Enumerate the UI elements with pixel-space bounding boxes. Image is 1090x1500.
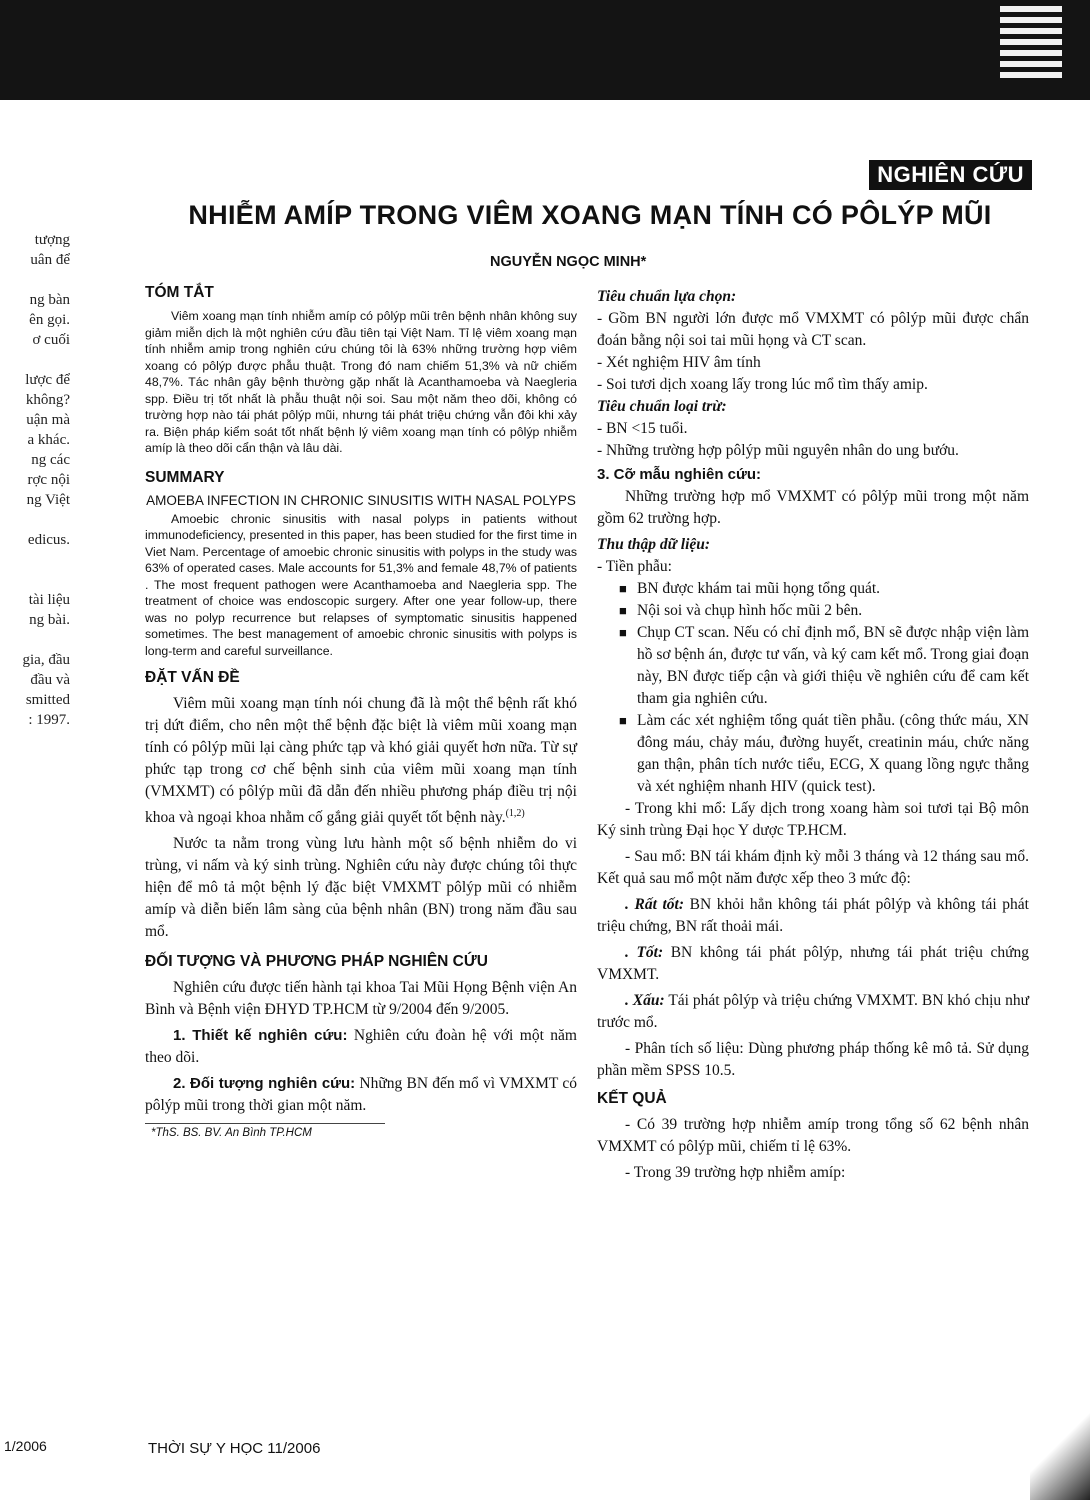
- top-scan-bar: [0, 0, 1090, 100]
- previous-page-line: uận mà: [26, 412, 70, 428]
- previous-page-line: rợc nội: [27, 472, 70, 488]
- previous-page-line: ng bàn: [29, 292, 70, 308]
- exclusion-criteria-heading: Tiêu chuẩn loại trừ:: [597, 398, 727, 415]
- previous-page-line: ên gọi.: [29, 312, 70, 328]
- design-paragraph: 1. Thiết kế nghiên cứu: Nghiên cứu đoàn hệ với một năm theo dõi.: [145, 1027, 577, 1067]
- previous-page-line: ơ cuối: [32, 332, 70, 348]
- preop-list: [597, 578, 1029, 798]
- previous-page-line: ng bài.: [29, 612, 70, 628]
- article-author: NGUYỄN NGỌC MINH*: [490, 254, 647, 270]
- inclusion-item-3: - Soi tươi dịch xoang lấy trong lúc mổ tìm thấy amip.: [597, 376, 928, 393]
- previous-page-line: gia, đầu: [22, 652, 70, 668]
- datvande-paragraph-1: Viêm mũi xoang mạn tính nói chung đã là một thể bệnh rất khó trị dứt điểm, cho nên một thể bệnh đặc biệt là viêm mũi xoang mạn tính có pôlýp mũi lại càng phức tạp và khó giải quyết hơn nữa. Từ sự phức tạp trong cơ chế bệnh sinh của viêm mũi xoang mạn tính (VMXMT) có pôlýp mũi đã dẫn đến nhiều phương pháp điều trị nội khoa và ngoại khoa nhằm cố gắng giải quyết tốt bệnh này.$^{(1,2)}$: [145, 695, 577, 827]
- journal-footer: THỜI SỰ Y HỌC 11/2006: [148, 1440, 321, 1457]
- datvande-heading: ĐẶT VẤN ĐỀ: [145, 669, 240, 686]
- previous-page-line: [0, 350, 70, 370]
- previous-page-line: [0, 510, 70, 530]
- sample-size-text: Những trường hợp mổ VMXMT có pôlýp mũi trong một năm gồm 62 trường hợp.: [597, 488, 1029, 527]
- previous-page-line: ng Việt: [26, 492, 70, 508]
- analysis-text: - Phân tích số liệu: Dùng phương pháp thống kê mô tả. Sử dụng phần mềm SPSS 10.5.: [597, 1040, 1029, 1079]
- tomtat-heading: TÓM TẮT: [145, 284, 214, 301]
- summary-text: Amoebic chronic sinusitis with nasal polyps in patients without immunodeficiency, presented in this paper, has been studied for the first time in Viet Nam. Percentage of amoebic chronic sinusitis with polyps in the study was 63% of operated cases. Male accounts for 51,3% and female 48,7% of patients . The most frequent pathogen were Acanthamoeba and Naegleria spp. The treatment of choice was endoscopic surgery. After one year follow-up, there was no polyp recurrence but relapses of symptomatic sinusitis happened sometimes. The best management of amoebic chronic sinusitis with polyps is long-term and careful surveillance.: [145, 511, 577, 658]
- previous-page-line: edicus.: [27, 532, 70, 548]
- list-item: ■ Làm các xét nghiệm tổng quát tiền phẫu. (công thức máu, XN đông máu, chảy máu, đường huyết, creatinin máu, chức năng gan thận, phân tích nước tiểu, ECG, X quang lồng ngực thẳng và xét nghiệm nhanh HIV (quick test).: [619, 712, 1029, 795]
- previous-page-line: : 1997.: [28, 712, 70, 728]
- inclusion-criteria-heading: Tiêu chuẩn lựa chọn:: [597, 288, 737, 305]
- article-title: NHIỄM AMÍP TRONG VIÊM XOANG MẠN TÍNH CÓ PÔLÝP MŨI: [188, 200, 992, 230]
- section-tag: NGHIÊN CỨU: [869, 160, 1032, 190]
- right-column: [597, 286, 1029, 1188]
- inclusion-item-2: - Xét nghiệm HIV âm tính: [597, 354, 761, 371]
- postop-text: - Sau mổ: BN tái khám định kỳ mỗi 3 tháng và 12 tháng sau mổ. Kết quả sau mổ một năm được xếp theo 3 mức độ:: [597, 848, 1029, 887]
- previous-page-line: [0, 570, 70, 590]
- registration-marks: [1000, 6, 1062, 83]
- previous-page-line: a khác.: [27, 432, 70, 448]
- summary-heading: SUMMARY: [145, 468, 225, 486]
- datvande-paragraph-2: Nước ta nằm trong vùng lưu hành một số bệnh nhiễm do vi trùng, vi nấm và ký sinh trùng. Nghiên cứu này được chúng tôi thực hiện để mô tả một bệnh lý đặc biệt VMXMT pôlýp mũi có nhiễm amíp và diễn biến lâm sàng của bệnh nhân (BN) trong năm đầu sau mổ.: [145, 835, 577, 941]
- previous-page-line: tài liệu: [28, 592, 70, 608]
- previous-page-line: smitted: [25, 692, 70, 708]
- previous-page-line: lược để: [25, 372, 70, 388]
- previous-page-line: đầu và: [30, 672, 70, 688]
- ketqua-heading: KẾT QUẢ: [597, 1090, 667, 1107]
- exclusion-item-1: - BN <15 tuổi.: [597, 420, 688, 437]
- sample-size-heading: 3. Cỡ mẫu nghiên cứu:: [597, 466, 762, 483]
- result-very-good: . Rất tốt: BN khỏi hẳn không tái phát pôlýp và không tái phát triệu chứng, BN rất thoải mái.: [597, 896, 1029, 935]
- preop-label: - Tiền phẫu:: [597, 558, 672, 575]
- previous-page-footer: 1/2006: [4, 1438, 47, 1454]
- previous-page-line: [0, 270, 70, 290]
- author-footnote: *ThS. BS. BV. An Bình TP.HCM: [151, 1127, 312, 1140]
- previous-page-line: tượng: [34, 232, 70, 248]
- previous-page-line: [0, 550, 70, 570]
- previous-page-line: [0, 630, 70, 650]
- result-bad: . Xấu: Tái phát pôlýp và triệu chứng VMXMT. BN khó chịu như trước mổ.: [597, 992, 1029, 1031]
- list-item: ■ Chụp CT scan. Nếu có chỉ định mổ, BN sẽ được nhập viện làm hồ sơ bệnh án, được tư vấn, và ký cam kết mổ. Trong giai đoạn này, BN được tiếp cận và giới thiệu về nghiên cứu để cam kết tham gia nghiên cứu.: [619, 624, 1029, 707]
- result-text-2: - Trong 39 trường hợp nhiễm amíp:: [625, 1164, 846, 1181]
- previous-page-line: uân để: [30, 252, 70, 268]
- list-item: ■ Nội soi và chụp hình hốc mũi 2 bên.: [619, 602, 863, 619]
- list-item: ■ BN được khám tai mũi họng tổng quát.: [619, 580, 881, 597]
- footnote-rule: [145, 1123, 385, 1124]
- tomtat-text: Viêm xoang mạn tính nhiễm amíp có pôlýp mũi trên bệnh nhân không suy giảm miễn dịch là một nghiên cứu đầu tiên tại Việt Nam. Tỉ lệ viêm xoang mạn tính nhiễm amip trong nghiên cứu chúng tôi là 63% những trường hợp viêm xoang có pôlýp được phẫu thuật. Trong đó nam chiếm 51,3% và nữ chiếm 48,7%. Tác nhân gây bệnh thường gặp nhất là Acanthamoeba và Naegleria spp. Điều trị tốt nhất là phẫu thuật nội soi. Sau một năm theo dõi, không có trường hợp nào tái phát pôlýp mũi, nhưng tái phát triệu chứng vẫn đôi khi xảy ra. Biện pháp kiểm soát tốt nhất bệnh lý viêm xoang mạn tính có pôlýp nhiễm amíp là theo dõi cẩn thận và lâu dài.: [145, 309, 577, 455]
- previous-page-strip: [0, 230, 70, 730]
- left-column: [145, 280, 577, 1139]
- doituong-paragraph-1: Nghiên cứu được tiến hành tại khoa Tai Mũi Họng Bệnh viện An Bình và Bệnh viện ĐHYD TP.HCM từ 9/2004 đến 9/2005.: [145, 979, 577, 1019]
- summary-title: AMOEBA INFECTION IN CHRONIC SINUSITIS WITH NASAL POLYPS: [146, 492, 576, 508]
- exclusion-item-2: - Những trường hợp pôlýp mũi nguyên nhân do ung bướu.: [597, 442, 959, 459]
- intraop-text: - Trong khi mổ: Lấy dịch trong xoang hàm soi tươi tại Bộ môn Ký sinh trùng Đại học Y dược TP.HCM.: [597, 800, 1029, 839]
- previous-page-line: không?: [25, 392, 70, 408]
- result-good: . Tốt: BN không tái phát pôlýp, nhưng tái phát triệu chứng VMXMT.: [597, 944, 1030, 983]
- result-text-1: - Có 39 trường hợp nhiễm amíp trong tổng số 62 bệnh nhân VMXMT có pôlýp mũi, chiếm tỉ lệ 63%.: [597, 1116, 1029, 1155]
- subjects-paragraph: 2. Đối tượng nghiên cứu: Những BN đến mổ vì VMXMT có pôlýp mũi trong thời gian một năm.: [145, 1075, 577, 1115]
- doituong-heading: ĐỐI TƯỢNG VÀ PHƯƠNG PHÁP NGHIÊN CỨU: [145, 953, 488, 971]
- inclusion-item-1: - Gồm BN người lớn được mổ VMXMT có pôlýp mũi được chẩn đoán bằng nội soi tai mũi họng và CT scan.: [597, 310, 1029, 349]
- scan-corner-shadow: [1030, 1400, 1090, 1500]
- data-collection-heading: Thu thập dữ liệu:: [597, 536, 711, 553]
- previous-page-line: ng các: [31, 452, 70, 468]
